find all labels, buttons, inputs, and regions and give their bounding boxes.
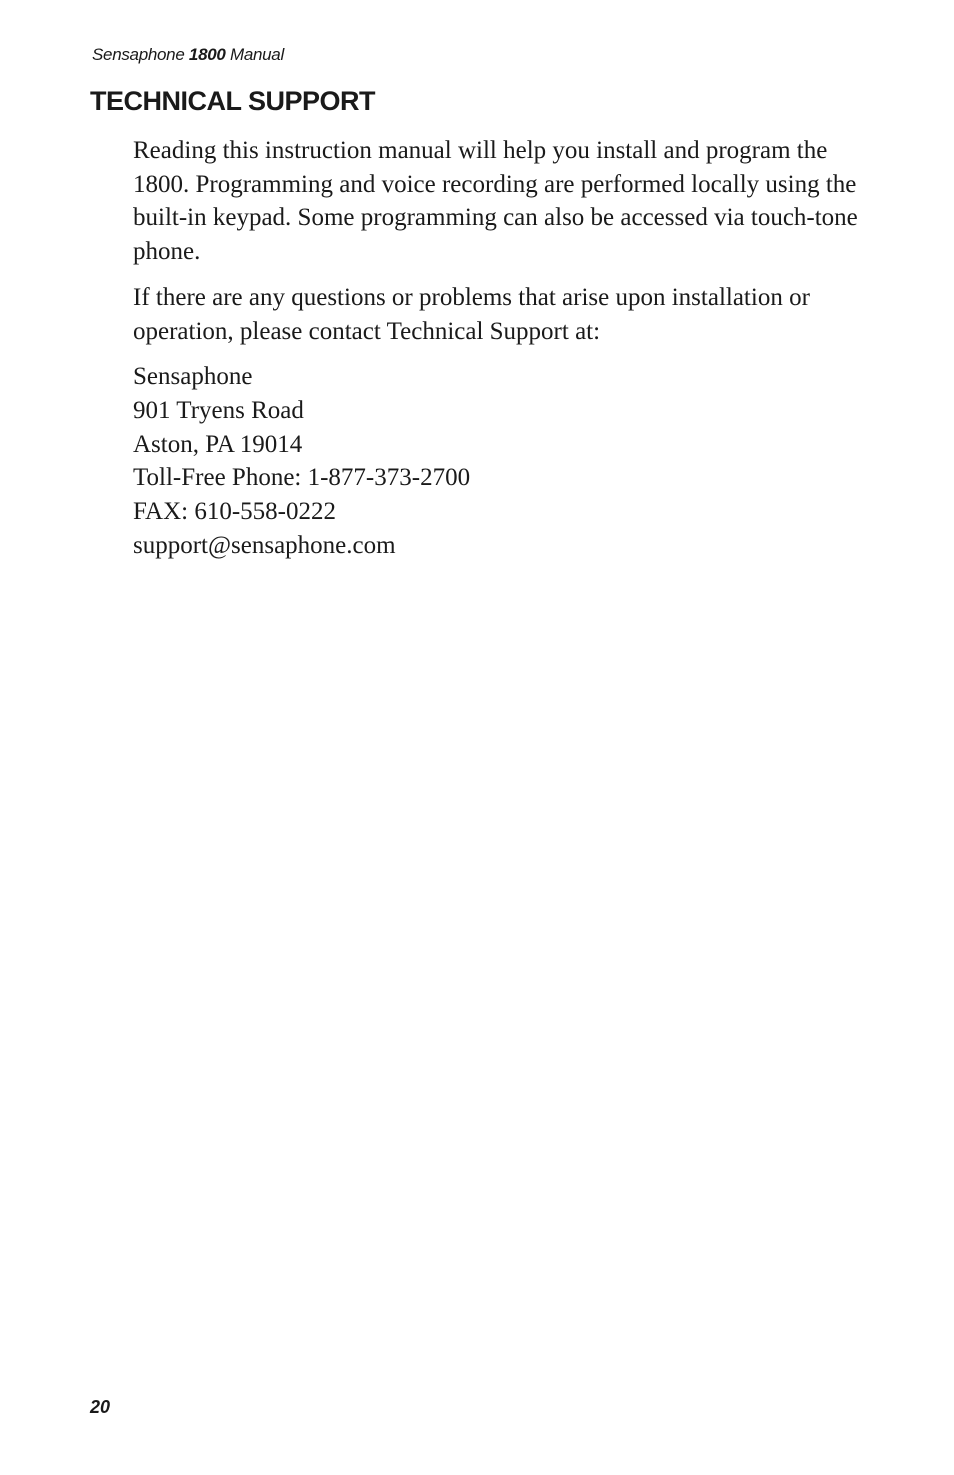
header-model: 1800 bbox=[188, 45, 226, 64]
contact-address bbox=[133, 360, 873, 562]
contact-fax: FAX: 610-558-0222 bbox=[133, 498, 337, 526]
page-number: 20 bbox=[90, 1397, 111, 1417]
header-doc: Manual bbox=[229, 45, 284, 64]
running-header bbox=[92, 44, 284, 66]
contact-email: support@sensaphone.com bbox=[133, 531, 396, 559]
intro-paragraph: Reading this instruction manual will help you install and program the 1800. Programming and voice recording are performed locally using the built-in keypad. Some programming can also be accessed via touch-tone phone. bbox=[133, 137, 858, 266]
contact-company: Sensaphone bbox=[133, 363, 253, 391]
section-title: TECHNICAL SUPPORT bbox=[90, 86, 376, 116]
contact-street: 901 Tryens Road bbox=[133, 396, 304, 424]
body-text bbox=[133, 134, 873, 562]
contact-city: Aston, PA 19014 bbox=[133, 430, 303, 458]
header-brand: Sensaphone bbox=[92, 45, 185, 64]
contact-paragraph: If there are any questions or problems that arise upon installation or operation, please contact Technical Support at: bbox=[133, 283, 810, 345]
contact-phone: Toll-Free Phone: 1-877-373-2700 bbox=[133, 464, 471, 492]
